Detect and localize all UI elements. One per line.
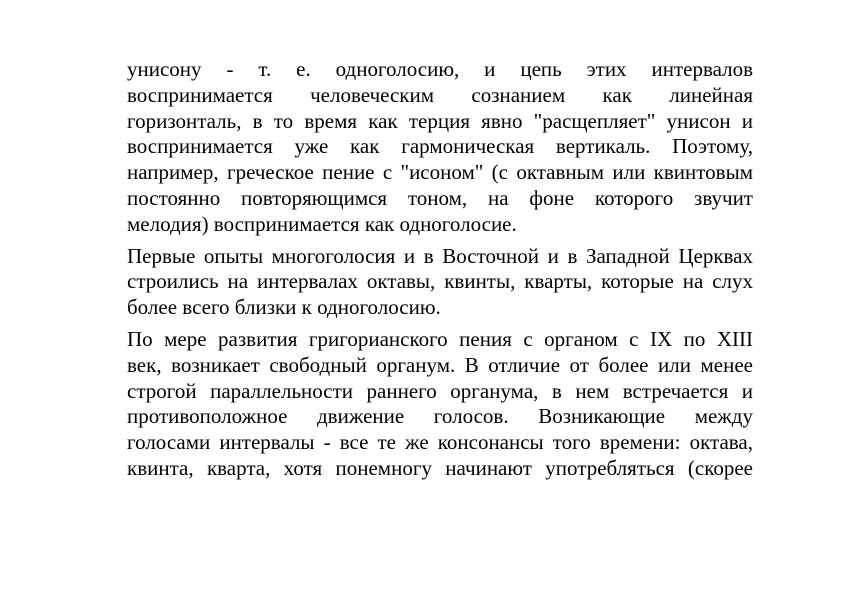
text-line: строились на интервалах октавы, квинты, кварты, которые на слух	[127, 269, 753, 294]
text-body	[127, 57, 753, 488]
text-line: воспринимается человеческим сознанием как линейная	[127, 82, 753, 107]
text-line: более всего близки к одноголосию.	[127, 295, 441, 320]
text-line: например, греческое пение с "исоном" (с октавным или квинтовым	[127, 160, 753, 185]
text-line: строгой параллельности раннего органума, в нем встречается и	[127, 378, 753, 403]
text-line: мелодия) воспринимается как одноголосие.	[127, 211, 517, 236]
text-line: противоположное движение голосов. Возникающие между	[127, 404, 753, 429]
paragraph-3	[127, 327, 753, 482]
text-line: век, возникает свободный органум. В отличие от более или менее	[127, 352, 753, 377]
text-line: квинта, кварта, хотя понемногу начинают употребляться (скорее	[127, 455, 753, 480]
text-line: воспринимается уже как гармоническая вертикаль. Поэтому,	[127, 134, 753, 159]
text-line: горизонталь, в то время как терция явно "расщепляет" унисон и	[127, 108, 753, 133]
paragraph-1	[127, 57, 753, 238]
text-line: унисону - т. е. одноголосию, и цепь этих интервалов	[127, 57, 753, 81]
text-line: голосами интервалы - все те же консонансы того времени: октава,	[127, 430, 753, 455]
paragraph-2	[127, 244, 753, 321]
text-line: постоянно повторяющимся тоном, на фоне которого звучит	[127, 185, 753, 210]
text-line: По мере развития григорианского пения с органом с IX по XIII	[127, 326, 753, 351]
text-line: Первые опыты многоголосия и в Восточной и в Западной Церквах	[127, 243, 753, 268]
